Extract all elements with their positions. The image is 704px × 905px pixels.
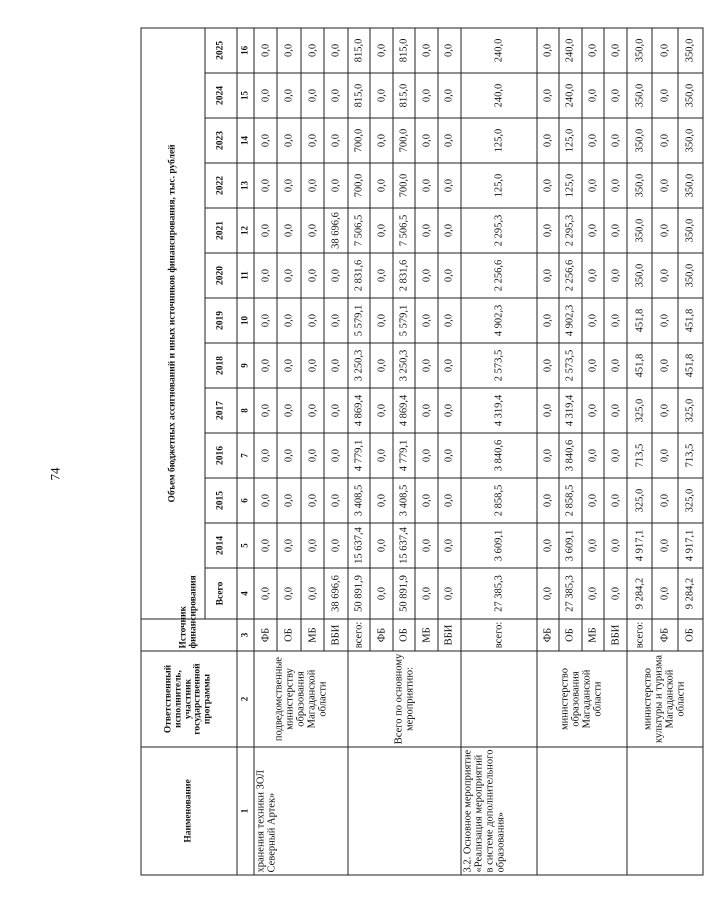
index-row xyxy=(237,28,254,875)
header-year: 2025 xyxy=(205,28,237,73)
value-cell: 0,0 xyxy=(415,298,438,343)
value-cell: 0,0 xyxy=(652,433,677,478)
row-source: всего: xyxy=(348,619,371,651)
value-cell: 9 284,2 xyxy=(678,568,704,619)
row-source: всего: xyxy=(461,619,537,651)
value-cell: 0,0 xyxy=(301,298,324,343)
value-cell: 0,0 xyxy=(301,478,324,523)
value-cell: 38 696,6 xyxy=(324,568,347,619)
value-cell: 2 256,6 xyxy=(559,253,582,298)
value-cell: 815,0 xyxy=(393,73,416,118)
budget-table xyxy=(141,27,704,875)
value-cell: 0,0 xyxy=(652,163,677,208)
value-cell: 2 858,5 xyxy=(559,478,582,523)
value-cell: 15 637,4 xyxy=(348,523,371,568)
value-cell: 0,0 xyxy=(324,433,347,478)
header-year: 2014 xyxy=(205,523,237,568)
value-cell: 0,0 xyxy=(415,523,438,568)
value-cell: 4 779,1 xyxy=(393,433,416,478)
value-cell: 0,0 xyxy=(415,163,438,208)
header-year: 2024 xyxy=(205,73,237,118)
row-source: ФБ xyxy=(370,619,393,651)
value-cell: 0,0 xyxy=(438,523,461,568)
value-cell: 350,0 xyxy=(627,28,652,73)
value-cell: 0,0 xyxy=(582,478,605,523)
table-row xyxy=(461,28,537,875)
index-cell: 14 xyxy=(237,118,254,163)
value-cell: 4 779,1 xyxy=(348,433,371,478)
header-year: 2023 xyxy=(205,118,237,163)
value-cell: 240,0 xyxy=(559,73,582,118)
index-cell: 5 xyxy=(237,523,254,568)
value-cell: 2 256,6 xyxy=(461,253,537,298)
value-cell: 350,0 xyxy=(627,208,652,253)
value-cell: 2 295,3 xyxy=(461,208,537,253)
value-cell: 125,0 xyxy=(559,163,582,208)
value-cell: 350,0 xyxy=(678,208,704,253)
budget-table-rotated xyxy=(141,31,704,876)
value-cell: 2 573,5 xyxy=(559,343,582,388)
value-cell: 0,0 xyxy=(370,28,393,73)
value-cell: 0,0 xyxy=(370,73,393,118)
row-source: ВБИ xyxy=(324,619,347,651)
index-cell: 7 xyxy=(237,433,254,478)
table-body xyxy=(254,28,703,875)
value-cell: 0,0 xyxy=(438,118,461,163)
value-cell: 325,0 xyxy=(627,478,652,523)
value-cell: 125,0 xyxy=(461,163,537,208)
value-cell: 0,0 xyxy=(301,343,324,388)
value-cell: 0,0 xyxy=(582,163,605,208)
header-executor: Ответственный исполнитель, участник государственной программы xyxy=(141,651,237,747)
value-cell: 0,0 xyxy=(277,163,300,208)
value-cell: 0,0 xyxy=(604,478,627,523)
value-cell: 0,0 xyxy=(604,523,627,568)
value-cell: 325,0 xyxy=(678,478,704,523)
value-cell: 0,0 xyxy=(537,388,560,433)
value-cell: 0,0 xyxy=(604,118,627,163)
table-row xyxy=(537,28,560,875)
value-cell: 0,0 xyxy=(254,478,277,523)
value-cell: 240,0 xyxy=(461,73,537,118)
header-source: Источник финансирования xyxy=(141,619,237,651)
value-cell: 0,0 xyxy=(582,73,605,118)
row-source: ВБИ xyxy=(438,619,461,651)
value-cell: 0,0 xyxy=(438,298,461,343)
header-year: 2016 xyxy=(205,433,237,478)
index-cell: 15 xyxy=(237,73,254,118)
value-cell: 0,0 xyxy=(324,478,347,523)
value-cell: 15 637,4 xyxy=(393,523,416,568)
value-cell: 0,0 xyxy=(537,343,560,388)
value-cell: 0,0 xyxy=(438,73,461,118)
value-cell: 2 573,5 xyxy=(461,343,537,388)
row-source: ОБ xyxy=(277,619,300,651)
value-cell: 0,0 xyxy=(582,343,605,388)
value-cell: 0,0 xyxy=(438,28,461,73)
value-cell: 350,0 xyxy=(627,163,652,208)
value-cell: 0,0 xyxy=(370,118,393,163)
value-cell: 0,0 xyxy=(277,343,300,388)
value-cell: 325,0 xyxy=(627,388,652,433)
value-cell: 0,0 xyxy=(537,208,560,253)
value-cell: 0,0 xyxy=(277,118,300,163)
value-cell: 0,0 xyxy=(370,388,393,433)
header-year: 2018 xyxy=(205,343,237,388)
value-cell: 0,0 xyxy=(324,28,347,73)
value-cell: 0,0 xyxy=(652,253,677,298)
value-cell: 0,0 xyxy=(652,343,677,388)
index-cell: 2 xyxy=(237,651,254,747)
index-cell: 4 xyxy=(237,568,254,619)
value-cell: 5 579,1 xyxy=(393,298,416,343)
value-cell: 0,0 xyxy=(582,28,605,73)
value-cell: 0,0 xyxy=(537,523,560,568)
value-cell: 0,0 xyxy=(415,208,438,253)
value-cell: 0,0 xyxy=(438,343,461,388)
value-cell: 350,0 xyxy=(627,118,652,163)
index-cell: 11 xyxy=(237,253,254,298)
value-cell: 7 506,5 xyxy=(348,208,371,253)
value-cell: 38 696,6 xyxy=(324,208,347,253)
value-cell: 0,0 xyxy=(415,478,438,523)
value-cell: 0,0 xyxy=(301,433,324,478)
value-cell: 0,0 xyxy=(324,523,347,568)
value-cell: 5 579,1 xyxy=(348,298,371,343)
value-cell: 713,5 xyxy=(678,433,704,478)
value-cell: 0,0 xyxy=(604,433,627,478)
row-source: МБ xyxy=(415,619,438,651)
value-cell: 3 840,6 xyxy=(559,433,582,478)
row-name: 3.2. Основное мероприятие «Реализация мероприятий в системе дополнительного образования» xyxy=(461,747,537,875)
row-source: ОБ xyxy=(559,619,582,651)
value-cell: 0,0 xyxy=(604,28,627,73)
value-cell: 0,0 xyxy=(604,73,627,118)
value-cell: 0,0 xyxy=(324,118,347,163)
row-executor: министерство образования Магаданской области xyxy=(537,651,627,747)
value-cell: 0,0 xyxy=(301,163,324,208)
value-cell: 0,0 xyxy=(254,523,277,568)
value-cell: 0,0 xyxy=(370,523,393,568)
value-cell: 0,0 xyxy=(301,118,324,163)
value-cell: 0,0 xyxy=(254,118,277,163)
value-cell: 0,0 xyxy=(301,253,324,298)
value-cell: 0,0 xyxy=(277,208,300,253)
value-cell: 0,0 xyxy=(254,253,277,298)
value-cell: 0,0 xyxy=(370,568,393,619)
value-cell: 0,0 xyxy=(301,73,324,118)
value-cell: 0,0 xyxy=(301,208,324,253)
value-cell: 0,0 xyxy=(652,208,677,253)
value-cell: 0,0 xyxy=(652,523,677,568)
value-cell: 0,0 xyxy=(438,478,461,523)
value-cell: 0,0 xyxy=(582,433,605,478)
row-source: МБ xyxy=(301,619,324,651)
header-year: 2015 xyxy=(205,478,237,523)
value-cell: 0,0 xyxy=(324,343,347,388)
value-cell: 815,0 xyxy=(393,28,416,73)
value-cell: 0,0 xyxy=(604,388,627,433)
row-source: ОБ xyxy=(678,619,704,651)
value-cell: 0,0 xyxy=(301,388,324,433)
value-cell: 700,0 xyxy=(393,163,416,208)
value-cell: 0,0 xyxy=(604,568,627,619)
value-cell: 815,0 xyxy=(348,73,371,118)
value-cell: 0,0 xyxy=(438,208,461,253)
value-cell: 0,0 xyxy=(370,343,393,388)
value-cell: 0,0 xyxy=(301,523,324,568)
value-cell: 0,0 xyxy=(652,478,677,523)
value-cell: 0,0 xyxy=(254,73,277,118)
value-cell: 2 831,6 xyxy=(393,253,416,298)
value-cell: 0,0 xyxy=(604,208,627,253)
value-cell: 0,0 xyxy=(438,163,461,208)
header-year: 2020 xyxy=(205,253,237,298)
value-cell: 125,0 xyxy=(559,118,582,163)
value-cell: 0,0 xyxy=(370,478,393,523)
value-cell: 0,0 xyxy=(277,298,300,343)
value-cell: 50 891,9 xyxy=(348,568,371,619)
value-cell: 0,0 xyxy=(438,388,461,433)
value-cell: 3 250,3 xyxy=(348,343,371,388)
row-source: ОБ xyxy=(393,619,416,651)
value-cell: 0,0 xyxy=(277,73,300,118)
value-cell: 4 319,4 xyxy=(461,388,537,433)
value-cell: 0,0 xyxy=(537,478,560,523)
value-cell: 451,8 xyxy=(627,343,652,388)
value-cell: 2 858,5 xyxy=(461,478,537,523)
value-cell: 0,0 xyxy=(604,163,627,208)
row-source: ВБИ xyxy=(604,619,627,651)
value-cell: 0,0 xyxy=(537,28,560,73)
value-cell: 4 917,1 xyxy=(627,523,652,568)
value-cell: 27 385,3 xyxy=(461,568,537,619)
value-cell: 0,0 xyxy=(604,298,627,343)
value-cell: 451,8 xyxy=(678,343,704,388)
page-number: 74 xyxy=(47,467,63,481)
value-cell: 0,0 xyxy=(537,433,560,478)
value-cell: 0,0 xyxy=(582,208,605,253)
value-cell: 0,0 xyxy=(254,433,277,478)
header-year: 2017 xyxy=(205,388,237,433)
value-cell: 0,0 xyxy=(415,118,438,163)
value-cell: 0,0 xyxy=(277,568,300,619)
row-executor xyxy=(461,651,537,747)
row-executor: министерство культуры и туризма Магаданской области xyxy=(627,651,703,747)
index-cell: 1 xyxy=(237,747,254,875)
row-name xyxy=(627,747,703,875)
value-cell: 27 385,3 xyxy=(559,568,582,619)
value-cell: 700,0 xyxy=(393,118,416,163)
row-source: всего: xyxy=(627,619,652,651)
value-cell: 240,0 xyxy=(461,28,537,73)
value-cell: 0,0 xyxy=(652,73,677,118)
value-cell: 0,0 xyxy=(301,568,324,619)
row-name xyxy=(537,747,627,875)
value-cell: 0,0 xyxy=(582,388,605,433)
value-cell: 0,0 xyxy=(254,568,277,619)
value-cell: 0,0 xyxy=(324,73,347,118)
value-cell: 451,8 xyxy=(627,298,652,343)
value-cell: 0,0 xyxy=(415,343,438,388)
value-cell: 125,0 xyxy=(461,118,537,163)
header-total: Всего xyxy=(205,568,237,619)
value-cell: 0,0 xyxy=(582,118,605,163)
index-cell: 6 xyxy=(237,478,254,523)
value-cell: 0,0 xyxy=(537,253,560,298)
value-cell: 0,0 xyxy=(277,28,300,73)
value-cell: 700,0 xyxy=(348,118,371,163)
index-cell: 9 xyxy=(237,343,254,388)
value-cell: 0,0 xyxy=(582,523,605,568)
value-cell: 3 609,1 xyxy=(461,523,537,568)
row-source: ФБ xyxy=(652,619,677,651)
value-cell: 350,0 xyxy=(678,163,704,208)
value-cell: 0,0 xyxy=(301,28,324,73)
value-cell: 0,0 xyxy=(438,433,461,478)
value-cell: 0,0 xyxy=(324,298,347,343)
value-cell: 0,0 xyxy=(415,73,438,118)
value-cell: 0,0 xyxy=(324,163,347,208)
value-cell: 3 408,5 xyxy=(348,478,371,523)
header-year: 2019 xyxy=(205,298,237,343)
value-cell: 0,0 xyxy=(604,253,627,298)
index-cell: 13 xyxy=(237,163,254,208)
value-cell: 0,0 xyxy=(537,568,560,619)
value-cell: 451,8 xyxy=(678,298,704,343)
value-cell: 0,0 xyxy=(415,433,438,478)
value-cell: 0,0 xyxy=(652,28,677,73)
value-cell: 0,0 xyxy=(604,343,627,388)
row-name: хранения техники ЗОЛ Северный Артек» xyxy=(254,747,348,875)
value-cell: 713,5 xyxy=(627,433,652,478)
value-cell: 0,0 xyxy=(254,163,277,208)
value-cell: 7 506,5 xyxy=(393,208,416,253)
value-cell: 4 917,1 xyxy=(678,523,704,568)
value-cell: 350,0 xyxy=(627,253,652,298)
header-name: Наименование xyxy=(141,747,237,875)
value-cell: 4 869,4 xyxy=(348,388,371,433)
value-cell: 0,0 xyxy=(254,208,277,253)
value-cell: 0,0 xyxy=(254,28,277,73)
value-cell: 0,0 xyxy=(277,433,300,478)
value-cell: 3 250,3 xyxy=(393,343,416,388)
index-cell: 10 xyxy=(237,298,254,343)
value-cell: 0,0 xyxy=(652,568,677,619)
value-cell: 0,0 xyxy=(370,298,393,343)
value-cell: 4 319,4 xyxy=(559,388,582,433)
value-cell: 0,0 xyxy=(415,28,438,73)
value-cell: 0,0 xyxy=(415,388,438,433)
value-cell: 0,0 xyxy=(438,568,461,619)
index-cell: 8 xyxy=(237,388,254,433)
value-cell: 9 284,2 xyxy=(627,568,652,619)
value-cell: 2 295,3 xyxy=(559,208,582,253)
value-cell: 350,0 xyxy=(627,73,652,118)
value-cell: 350,0 xyxy=(678,118,704,163)
value-cell: 0,0 xyxy=(582,298,605,343)
value-cell: 0,0 xyxy=(370,433,393,478)
value-cell: 4 902,3 xyxy=(559,298,582,343)
value-cell: 0,0 xyxy=(254,343,277,388)
value-cell: 350,0 xyxy=(678,28,704,73)
value-cell: 0,0 xyxy=(277,478,300,523)
value-cell: 2 831,6 xyxy=(348,253,371,298)
value-cell: 3 609,1 xyxy=(559,523,582,568)
value-cell: 0,0 xyxy=(370,208,393,253)
value-cell: 4 869,4 xyxy=(393,388,416,433)
table-row xyxy=(348,28,371,875)
row-source: ФБ xyxy=(537,619,560,651)
value-cell: 0,0 xyxy=(438,253,461,298)
value-cell: 350,0 xyxy=(678,253,704,298)
value-cell: 0,0 xyxy=(415,568,438,619)
index-cell: 3 xyxy=(237,619,254,651)
value-cell: 0,0 xyxy=(277,253,300,298)
value-cell: 0,0 xyxy=(582,253,605,298)
row-source: МБ xyxy=(582,619,605,651)
header-year: 2022 xyxy=(205,163,237,208)
value-cell: 0,0 xyxy=(537,73,560,118)
value-cell: 0,0 xyxy=(652,388,677,433)
value-cell: 325,0 xyxy=(678,388,704,433)
value-cell: 0,0 xyxy=(277,388,300,433)
value-cell: 0,0 xyxy=(370,163,393,208)
value-cell: 350,0 xyxy=(678,73,704,118)
row-executor: Всего по основному мероприятию: xyxy=(348,651,461,747)
value-cell: 700,0 xyxy=(348,163,371,208)
value-cell: 0,0 xyxy=(324,388,347,433)
value-cell: 0,0 xyxy=(254,388,277,433)
row-source: ФБ xyxy=(254,619,277,651)
value-cell: 4 902,3 xyxy=(461,298,537,343)
value-cell: 50 891,9 xyxy=(393,568,416,619)
value-cell: 0,0 xyxy=(537,298,560,343)
value-cell: 0,0 xyxy=(370,253,393,298)
value-cell: 3 408,5 xyxy=(393,478,416,523)
value-cell: 0,0 xyxy=(582,568,605,619)
header-year: 2021 xyxy=(205,208,237,253)
table-row xyxy=(627,28,652,875)
value-cell: 3 840,6 xyxy=(461,433,537,478)
value-cell: 815,0 xyxy=(348,28,371,73)
value-cell: 0,0 xyxy=(254,298,277,343)
value-cell: 0,0 xyxy=(537,118,560,163)
row-name xyxy=(348,747,461,875)
row-executor: подведомственные министерству образования Магаданской области xyxy=(254,651,348,747)
value-cell: 0,0 xyxy=(652,118,677,163)
index-cell: 16 xyxy=(237,28,254,73)
header-funding-title: Объем бюджетных ассигнований и иных источников финансирования, тыс. рублей xyxy=(141,28,205,619)
table-row xyxy=(254,28,277,875)
value-cell: 0,0 xyxy=(415,253,438,298)
value-cell: 240,0 xyxy=(559,28,582,73)
value-cell: 0,0 xyxy=(537,163,560,208)
value-cell: 0,0 xyxy=(277,523,300,568)
value-cell: 0,0 xyxy=(652,298,677,343)
index-cell: 12 xyxy=(237,208,254,253)
value-cell: 0,0 xyxy=(324,253,347,298)
